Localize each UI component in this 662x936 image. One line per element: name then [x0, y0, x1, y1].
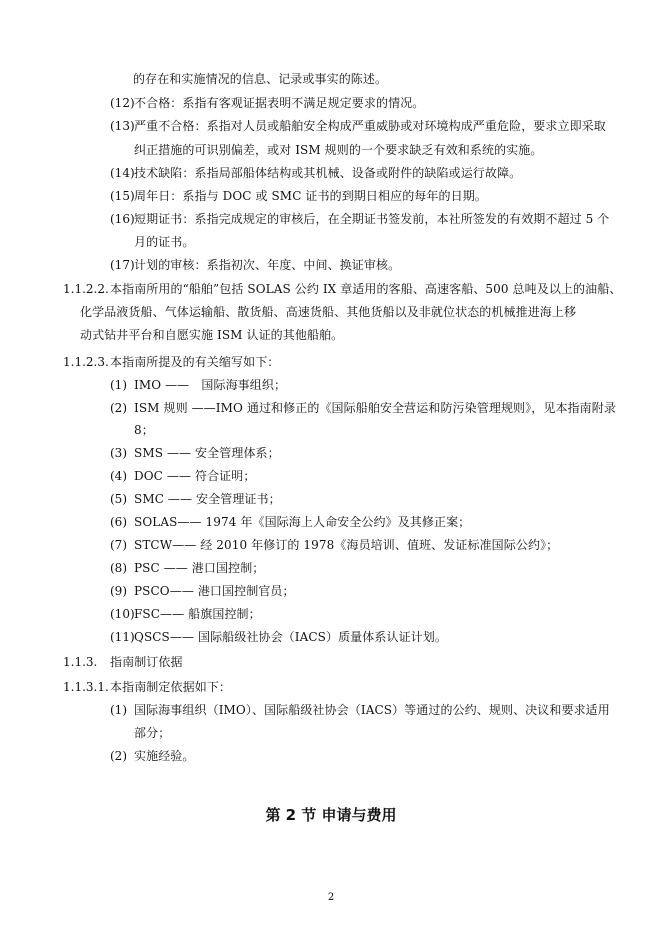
- abbr-text: DOC —— 符合证明；: [134, 469, 256, 483]
- abbr-text: SOLAS—— 1974 年《国际海上人命安全公约》及其修正案；: [134, 515, 471, 529]
- abbr-text: 8；: [134, 423, 154, 437]
- abbr-number: (11): [110, 630, 135, 644]
- abbr-text: QSCS—— 国际船级社协会（IACS）质量体系认证计划。: [134, 630, 447, 644]
- clause-text: 动式钻井平台和自愿实施 ISM 认证的其他船舶。: [80, 328, 344, 342]
- abbr-number: (8): [110, 561, 127, 575]
- page-number: 2: [327, 892, 335, 903]
- definition-text: 严重不合格：系指对人员或船舶安全构成严重威胁或对环境构成严重危险，要求立即采取: [134, 119, 606, 133]
- abbr-text: PSCO—— 港口国控制官员；: [134, 584, 295, 598]
- abbr-number: (2): [110, 401, 127, 415]
- section-number: 1.1.3.: [63, 655, 98, 669]
- definition-number: (17): [110, 258, 135, 272]
- definition-text: 短期证书：系指完成规定的审核后，在全期证书签发前，本社所签发的有效期不超过 5 个: [134, 212, 610, 226]
- abbr-number: (5): [110, 492, 127, 506]
- section-heading: 第 2 节 申请与费用: [265, 806, 397, 824]
- definition-text: 计划的审核：系指初次、年度、中间、换证审核。: [134, 258, 401, 272]
- abbr-text: IMO —— 国际海事组织；: [134, 378, 287, 392]
- definition-text: 周年日：系指与 DOC 或 SMC 证书的到期日相应的每年的日期。: [134, 189, 487, 203]
- abbr-number: (1): [110, 378, 127, 392]
- clause-text: 本指南所用的“船舶”包括 SOLAS 公约 IX 章适用的客船、高速客船、500 总吨及以上的油船、: [110, 282, 622, 296]
- abbr-text: ISM 规则 ——IMO 通过和修正的《国际船舶安全营运和防污染管理规则》，见本指南附录: [134, 401, 616, 415]
- abbr-text: PSC —— 港口国控制；: [134, 561, 265, 575]
- definition-continuation: 的存在和实施情况的信息、记录或事实的陈述。: [133, 72, 388, 86]
- definition-number: (16): [110, 212, 135, 226]
- abbr-number: (9): [110, 584, 127, 598]
- definition-text: 技术缺陷：系指局部船体结构或其机械、设备或附件的缺陷或运行故障。: [134, 166, 522, 180]
- clause-text: 化学品液货船、气体运输船、散货船、高速货船、其他货船以及非就位状态的机械推进海上移: [80, 305, 577, 319]
- abbr-number: (4): [110, 469, 127, 483]
- definition-text: 月的证书。: [134, 235, 195, 249]
- abbr-text: SMC —— 安全管理证书；: [134, 492, 281, 506]
- definition-number: (14): [110, 166, 135, 180]
- definition-text: 纠正措施的可识别偏差，或对 ISM 规则的一个要求缺乏有效和系统的实施。: [134, 143, 543, 157]
- abbr-number: (7): [110, 538, 127, 552]
- abbr-number: (3): [110, 446, 127, 460]
- abbr-text: STCW—— 经 2010 年修订的 1978《海员培训、值班、发证标准国际公约》；: [134, 538, 559, 552]
- clause-number: 1.1.2.2.: [63, 282, 109, 296]
- basis-number: (2): [110, 749, 127, 763]
- definition-number: (13): [110, 119, 135, 133]
- definition-number: (12): [110, 96, 135, 110]
- clause-text: 本指南制定依据如下：: [110, 680, 232, 694]
- clause-number: 1.1.2.3.: [63, 355, 109, 369]
- definition-number: (15): [110, 189, 135, 203]
- basis-text: 国际海事组织（IMO）、国际船级社协会（IACS）等通过的公约、规则、决议和要求适用: [134, 703, 610, 717]
- basis-text: 实施经验。: [134, 749, 195, 763]
- abbr-number: (10): [110, 607, 135, 621]
- abbr-text: FSC—— 船旗国控制；: [134, 607, 261, 621]
- abbr-number: (6): [110, 515, 127, 529]
- definition-text: 不合格：系指有客观证据表明不满足规定要求的情况。: [134, 96, 425, 110]
- abbr-text: SMS —— 安全管理体系；: [134, 446, 280, 460]
- clause-text: 本指南所提及的有关缩写如下：: [110, 355, 280, 369]
- basis-text: 部分；: [134, 726, 171, 740]
- section-title: 指南制订依据: [110, 655, 183, 669]
- clause-number: 1.1.3.1.: [63, 680, 109, 694]
- basis-number: (1): [110, 703, 127, 717]
